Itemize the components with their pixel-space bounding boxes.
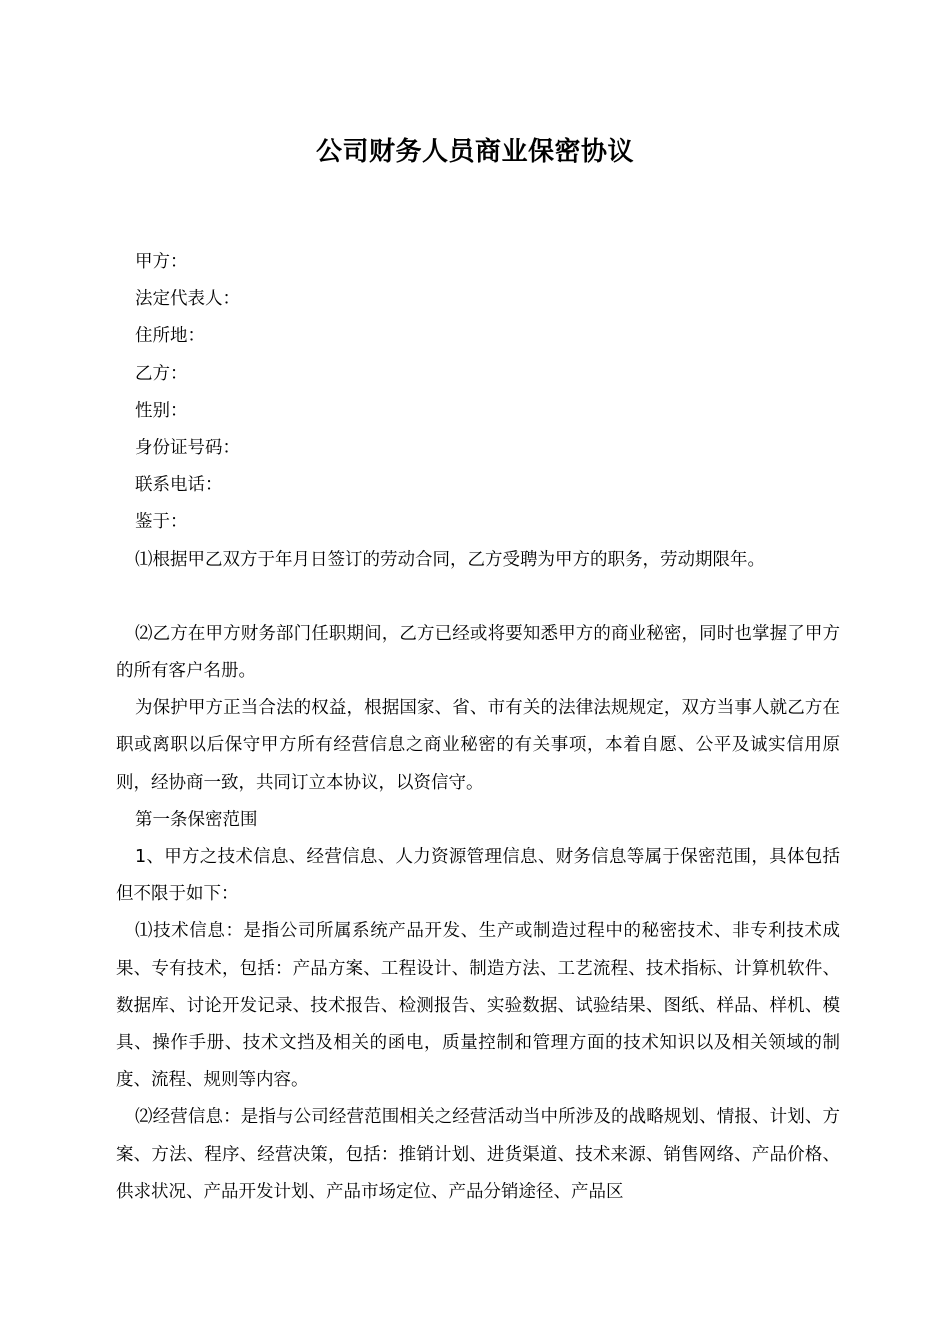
field-legal-representative: 法定代表人： (135, 289, 240, 310)
paragraph-purpose: 为保护甲方正当合法的权益，根据国家、省、市有关的法律法规规定，双方当事人就乙方在职或离职以后保守甲方所有经营信息之商业秘密的有关事项，本着自愿、公平及诚实信用原则，经协商一致，共同订立本协议，以资信守。 (116, 698, 840, 793)
paragraph-business-info: ⑵经营信息：是指与公司经营范围相关之经营活动当中所涉及的战略规划、情报、计划、方案、方法、程序、经营决策，包括：推销计划、进货渠道、技术来源、销售网络、产品价格、供求状况、产品开发计划、产品市场定位、产品分销途径、产品区 (116, 1107, 840, 1202)
field-id-number: 身份证号码： (135, 438, 240, 459)
paragraph-technical-info: ⑴技术信息：是指公司所属系统产品开发、生产或制造过程中的秘密技术、非专利技术成果、专有技术，包括：产品方案、工程设计、制造方法、工艺流程、技术指标、计算机软件、数据库、讨论开发记录、技术报告、检测报告、实验数据、试验结果、图纸、样品、样机、模具、操作手册、技术文挡及相关的函电，质量控制和管理方面的技术知识以及相关领域的制度、流程、规则等内容。 (116, 921, 840, 1091)
section-heading-scope: 第一条保密范围 (135, 809, 258, 830)
document-body (116, 244, 840, 1211)
field-gender: 性别： (135, 400, 188, 421)
field-party-a: 甲方： (135, 252, 188, 272)
paragraph-recital-2: ⑵乙方在甲方财务部门任职期间，乙方已经或将要知悉甲方的商业秘密，同时也掌握了甲方的所有客户名册。 (116, 623, 840, 682)
field-phone: 联系电话： (135, 475, 223, 496)
paragraph-scope-1: 1、甲方之技术信息、经营信息、人力资源管理信息、财务信息等属于保密范围，具体包括但不限于如下： (116, 847, 840, 905)
paragraph-recital-1: ⑴根据甲乙双方于年月日签订的劳动合同，乙方受聘为甲方的职务，劳动期限年。 (135, 549, 765, 570)
document-title: 公司财务人员商业保密协议 (315, 137, 634, 167)
field-whereas: 鉴于： (135, 512, 188, 533)
field-domicile: 住所地： (135, 326, 205, 347)
field-party-b: 乙方： (135, 363, 188, 384)
